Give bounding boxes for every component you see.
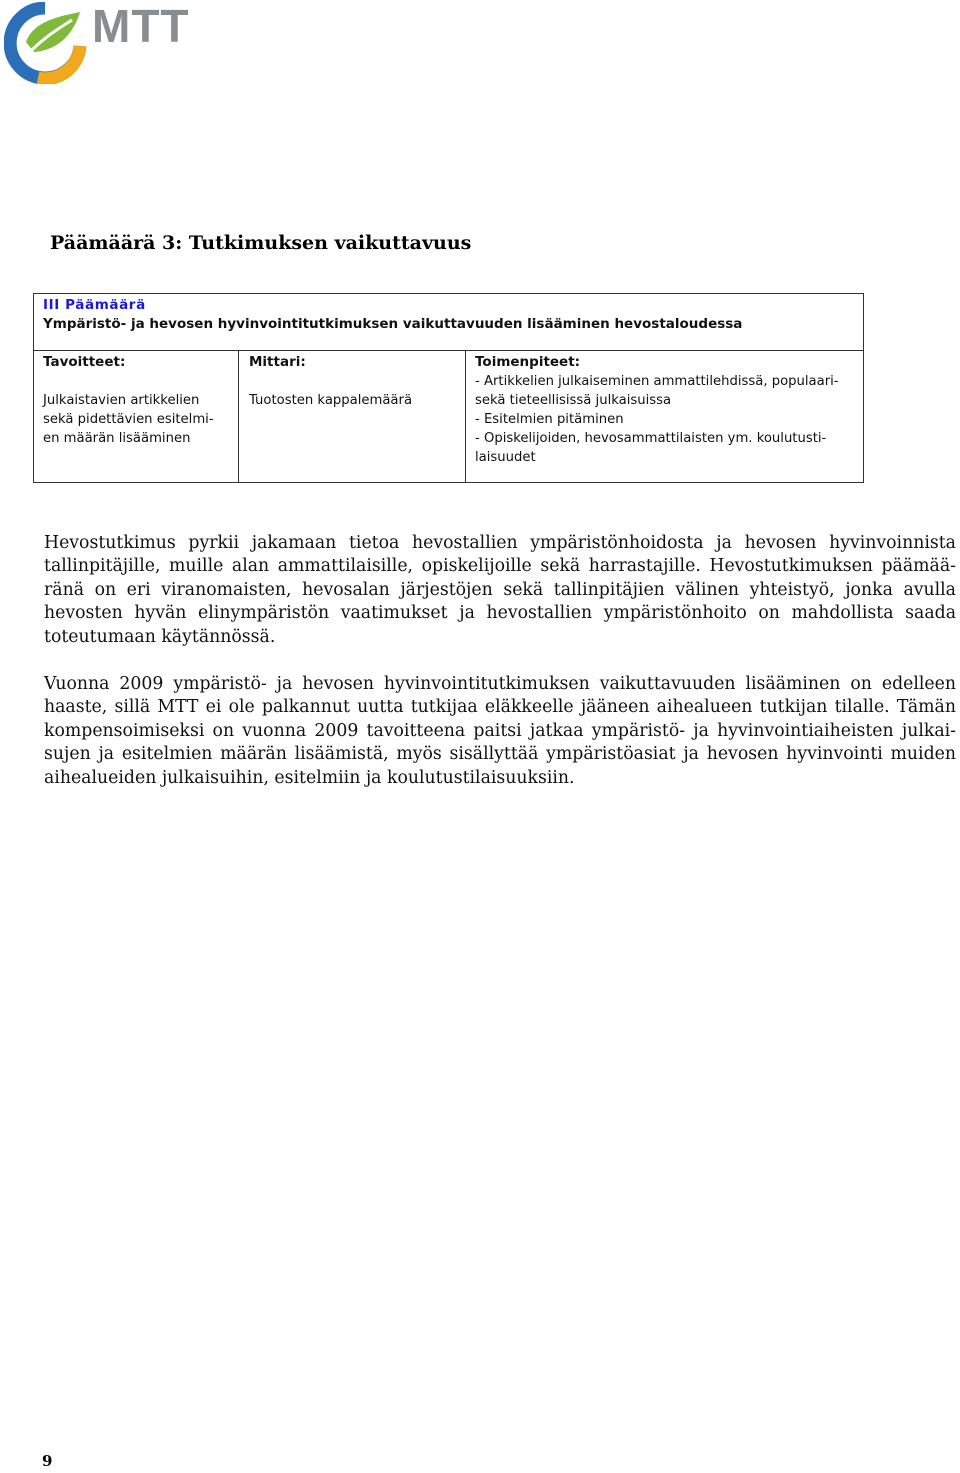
paragraph-line: kompensoimiseksi on vuonna 2009 tavoitteena paitsi jatkaa ympäristö- ja hyvinvointiaiheisten julkai-: [44, 720, 956, 741]
page-number: 9: [42, 1452, 53, 1470]
metric-heading: Mittari:: [249, 354, 306, 370]
paragraph-1: [44, 532, 956, 649]
goals-line: Julkaistavien artikkelien: [43, 393, 200, 408]
actions-line: - Opiskelijoiden, hevosammattilaisten ym. koulutusti-: [475, 431, 827, 446]
section-title: Päämäärä 3: Tutkimuksen vaikuttavuus: [50, 232, 472, 254]
paragraph-line: ränä on eri viranomaisten, hevosalan järjestöjen sekä tallinpitäjien välinen yhteistyö, jonka avulla: [44, 579, 956, 600]
actions-heading: Toimenpiteet:: [475, 354, 581, 370]
paragraph-line: tallinpitäjille, muille alan ammattilaisille, opiskelijoille sekä harrastajille. Hevostutkimuksen päämää-: [44, 556, 956, 577]
goal-table: [33, 293, 864, 483]
goals-heading: Tavoitteet:: [43, 354, 126, 370]
mtt-logo: [4, 2, 204, 84]
paragraph-2: [44, 673, 956, 790]
metric-column: [239, 351, 466, 482]
actions-line: sekä tieteellisissä julkaisuissa: [475, 393, 672, 408]
metric-line: Tuotosten kappalemäärä: [249, 393, 413, 408]
goals-line: en määrän lisääminen: [43, 431, 191, 446]
goals-line: sekä pidettävien esitelmi-: [43, 412, 214, 427]
actions-column: [466, 351, 863, 482]
logo-mark-icon: [4, 2, 88, 84]
goal-label: III Päämäärä: [43, 297, 146, 313]
paragraph-line: sujen ja esitelmien määrän lisäämistä, myös sisällyttää ympäristöasiat ja hevosen hyvinvointi muiden: [44, 744, 956, 765]
actions-line: - Artikkelien julkaiseminen ammattilehdissä, populaari-: [475, 374, 839, 389]
paragraph-line: aihealueiden julkaisuihin, esitelmiin ja koulutustilaisuuksiin.: [44, 767, 575, 788]
goal-description: Ympäristö- ja hevosen hyvinvointitutkimuksen vaikuttavuuden lisääminen hevostaloudessa: [43, 316, 743, 332]
paragraph-line: toteutumaan käytännössä.: [44, 626, 276, 647]
actions-line: laisuudet: [475, 450, 536, 465]
paragraph-line: hevosten hyvän elinympäristön vaatimukset ja hevostallien ympäristönhoito on mahdollista saada: [44, 603, 956, 624]
goals-column: [34, 351, 239, 482]
actions-line: - Esitelmien pitäminen: [475, 412, 624, 427]
logo-text: MTT: [92, 0, 190, 52]
goal-header: [34, 294, 863, 351]
paragraph-line: haaste, sillä MTT ei ole palkannut uutta tutkijaa eläkkeelle jääneen aihealueen tutkijan tilalle. Tämän: [44, 697, 956, 718]
paragraph-line: Hevostutkimus pyrkii jakamaan tietoa hevostallien ympäristönhoidosta ja hevosen hyvinvoinnista: [44, 533, 956, 553]
paragraph-line: Vuonna 2009 ympäristö- ja hevosen hyvinvointitutkimuksen vaikuttavuuden lisääminen on edelleen: [44, 674, 956, 694]
